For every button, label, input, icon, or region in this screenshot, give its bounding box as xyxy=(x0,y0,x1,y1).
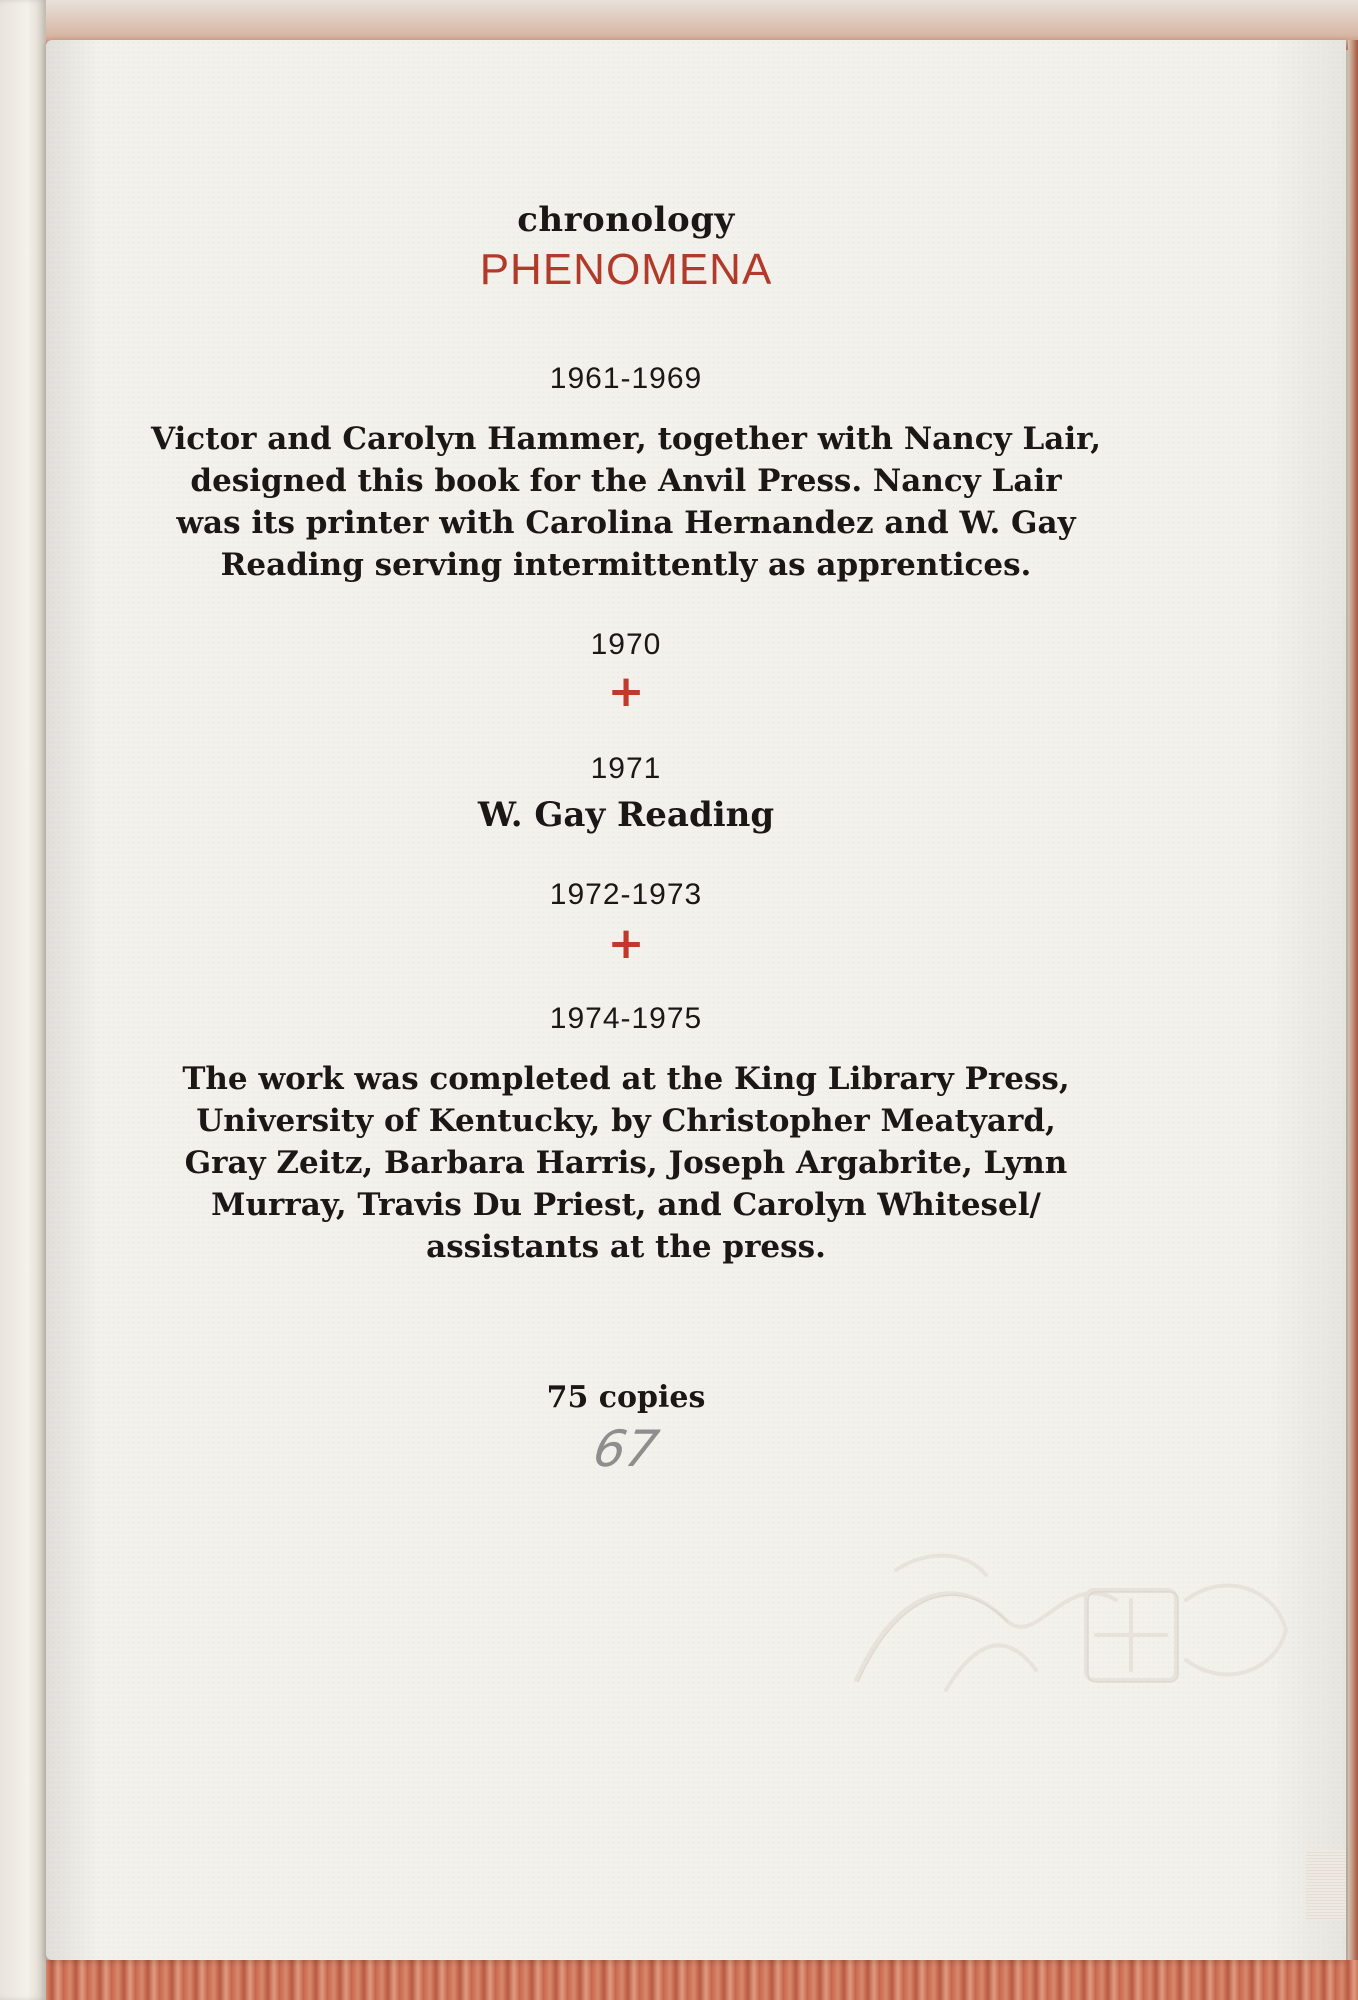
colophon-page xyxy=(46,40,1346,1960)
facing-page-edge xyxy=(0,0,46,2000)
text-line: Victor and Carolyn Hammer, together with Nancy Lair, xyxy=(150,421,1101,457)
blind-embossed-seal xyxy=(836,1530,1306,1720)
entry-name-1971: W. Gay Reading xyxy=(477,795,775,835)
entry-text-1974-1975 xyxy=(146,1058,1106,1268)
text-line: University of Kentucky, by Christopher Meatyard, xyxy=(196,1103,1056,1139)
text-line: Reading serving intermittently as apprentices. xyxy=(220,547,1032,583)
text-line: designed this book for the Anvil Press. Nancy Lair xyxy=(190,463,1062,499)
edition-size: 75 copies xyxy=(546,1380,706,1415)
entry-year-1970: 1970 xyxy=(590,628,662,661)
entry-text-1961-1969 xyxy=(146,418,1106,586)
cross-mark: + xyxy=(607,666,645,717)
book-cover-bottom-edge xyxy=(40,1960,1358,2000)
entry-year-1974-1975: 1974-1975 xyxy=(549,1002,703,1035)
book-cover-right-edge xyxy=(1348,40,1358,1960)
text-line: was its printer with Carolina Hernandez and W. Gay xyxy=(176,505,1076,541)
text-line: assistants at the press. xyxy=(426,1229,826,1265)
text-line: The work was completed at the King Library Press, xyxy=(182,1061,1070,1097)
entry-year-1971: 1971 xyxy=(590,752,662,785)
text-line: Gray Zeitz, Barbara Harris, Joseph Argabrite, Lynn xyxy=(184,1145,1068,1181)
cross-mark: + xyxy=(607,918,645,969)
page-stack-edge xyxy=(1306,1850,1346,1920)
book-title: PHENOMENA xyxy=(479,245,773,294)
handwritten-copy-number: 67 xyxy=(589,1420,663,1478)
text-line: Murray, Travis Du Priest, and Carolyn Whitesel/ xyxy=(211,1187,1041,1223)
chronology-label: chronology xyxy=(517,200,735,240)
entry-year-1961-1969: 1961-1969 xyxy=(549,362,703,395)
entry-year-1972-1973: 1972-1973 xyxy=(549,878,703,911)
